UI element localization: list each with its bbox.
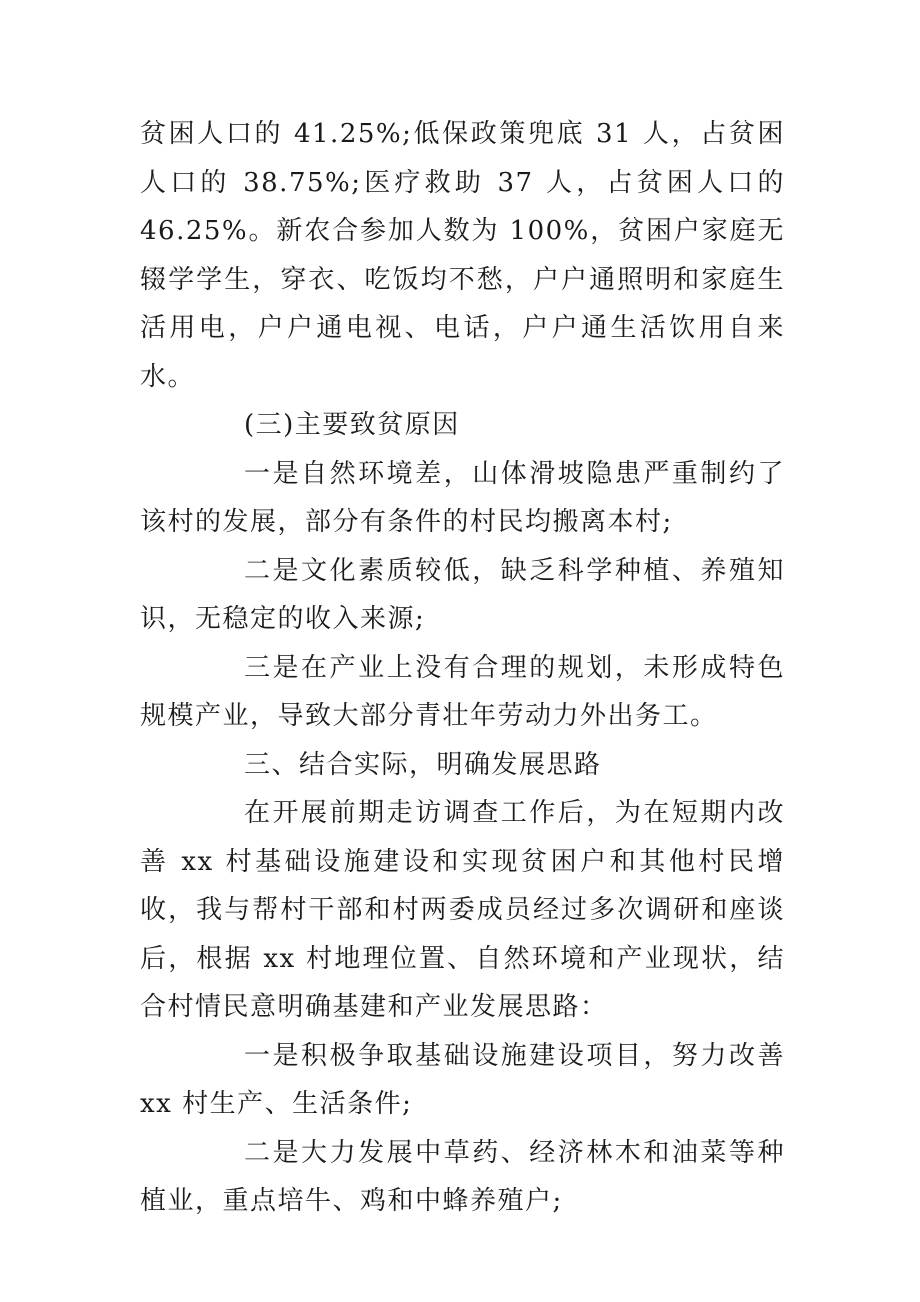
document-body xyxy=(140,110,785,1226)
paragraph-development-intro: 在开展前期走访调查工作后，为在短期内改善 xx 村基础设施建设和实现贫困户和其他村民增收，我与帮村干部和村两委成员经过多次调研和座谈后，根据 xx 村地理位置、自然环境和产业现状，结合村情民意明确基建和产业发展思路： xyxy=(140,798,785,1022)
paragraph-cause-two: 二是文化素质较低，缺乏科学种植、养殖知识，无稳定的收入来源; xyxy=(140,555,785,634)
heading-main-causes: (三)主要致贫原因 xyxy=(244,410,460,440)
paragraph-idea-two: 二是大力发展中草药、经济林木和油菜等种植业，重点培牛、鸡和中蜂养殖户; xyxy=(140,1137,785,1216)
paragraph-cause-one: 一是自然环境差，山体滑坡隐患严重制约了该村的发展，部分有条件的村民均搬离本村; xyxy=(140,458,785,537)
paragraph-cause-three: 三是在产业上没有合理的规划，未形成特色规模产业，导致大部分青壮年劳动力外出务工。 xyxy=(140,652,785,731)
paragraph-idea-one: 一是积极争取基础设施建设项目，努力改善 xx 村生产、生活条件; xyxy=(140,1040,785,1119)
heading-development-ideas: 三、结合实际，明确发展思路 xyxy=(244,749,602,780)
paragraph-poverty-stats: 贫困人口的 41.25%;低保政策兜底 31 人，占贫困人口的 38.75%;医疗救助 37 人，占贫困人口的 46.25%。新农合参加人数为 100%，贫困户家庭无辍学学生，穿衣、吃饭均不愁，户户通照明和家庭生活用电，户户通电视、电话，户户通生活饮用自来水。 xyxy=(140,119,785,392)
